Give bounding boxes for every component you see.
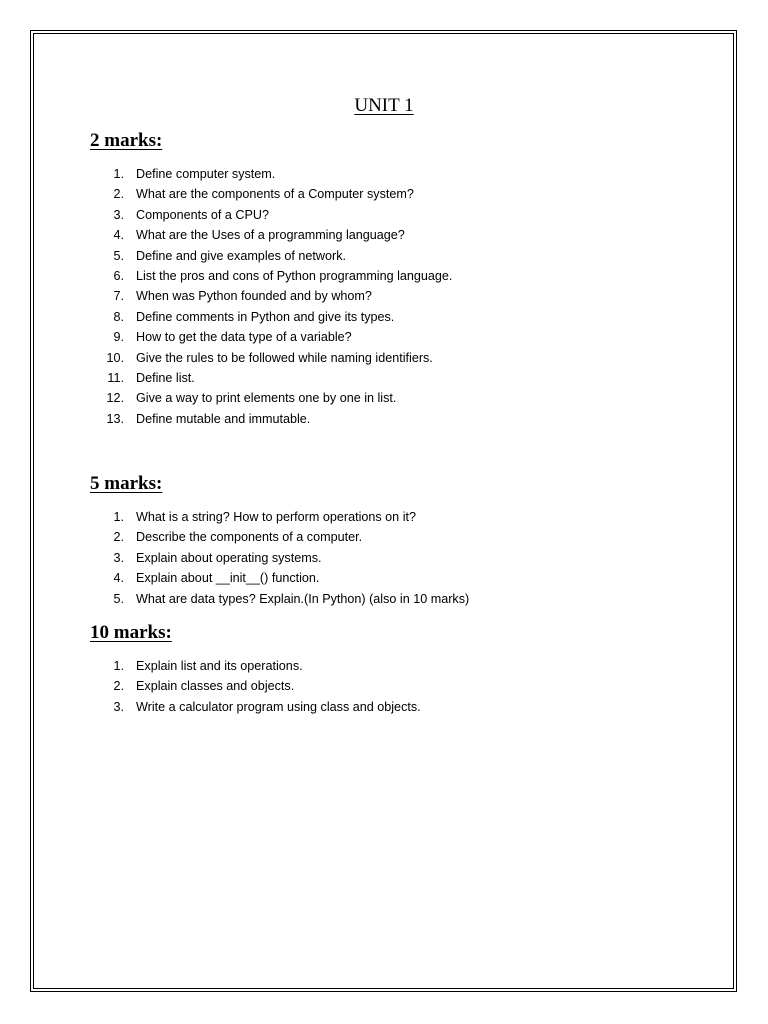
question-number: 13. [106,411,124,426]
question-text: Write a calculator program using class and objects. [136,699,421,714]
question-text: What are the components of a Computer system? [136,187,414,202]
question-text: Describe the components of a computer. [136,530,363,545]
section-heading-10-marks: 10 marks: [90,622,172,643]
question-text: Give the rules to be followed while naming identifiers. [136,350,433,365]
question-number: 2. [113,530,124,545]
question-number: 1. [113,167,124,181]
question-number: 5. [113,591,124,606]
question-text: What are data types? Explain.(In Python) (also in 10 marks) [136,591,470,606]
question-number: 5. [113,248,124,263]
question-number: 3. [113,207,124,222]
question-number: 1. [113,659,124,673]
question-number: 1. [113,510,124,524]
question-number: 2. [113,679,124,694]
question-text: Define list. [136,370,195,385]
question-number: 10. [106,350,124,365]
question-text: Define and give examples of network. [136,248,347,263]
question-text: List the pros and cons of Python programming language. [136,268,453,283]
question-number: 9. [113,330,124,345]
question-number: 4. [113,228,124,243]
page-title: UNIT 1 [354,95,414,116]
question-number: 11. [107,370,124,385]
question-number: 3. [113,699,124,714]
question-text: Give a way to print elements one by one in list. [136,391,397,406]
section-heading-5-marks: 5 marks: [90,473,163,494]
question-text: Explain about __init__() function. [136,571,320,586]
question-text: How to get the data type of a variable? [136,330,352,345]
question-text: What are the Uses of a programming language? [136,228,405,243]
question-number: 6. [113,268,124,283]
question-number: 4. [113,571,124,586]
question-number: 2. [113,187,124,202]
question-text: Explain about operating systems. [136,550,322,565]
question-number: 8. [113,309,124,324]
question-text: Explain list and its operations. [136,659,303,673]
question-text: When was Python founded and by whom? [136,289,372,304]
question-text: What is a string? How to perform operations on it? [136,510,416,524]
question-text: Define computer system. [136,167,276,181]
question-number: 7. [113,289,124,304]
question-number: 12. [106,391,124,406]
question-text: Define mutable and immutable. [136,411,311,426]
question-text: Define comments in Python and give its types. [136,309,395,324]
question-text: Components of a CPU? [136,207,270,222]
question-number: 3. [113,550,124,565]
section-heading-2-marks: 2 marks: [90,130,163,151]
question-text: Explain classes and objects. [136,679,295,694]
